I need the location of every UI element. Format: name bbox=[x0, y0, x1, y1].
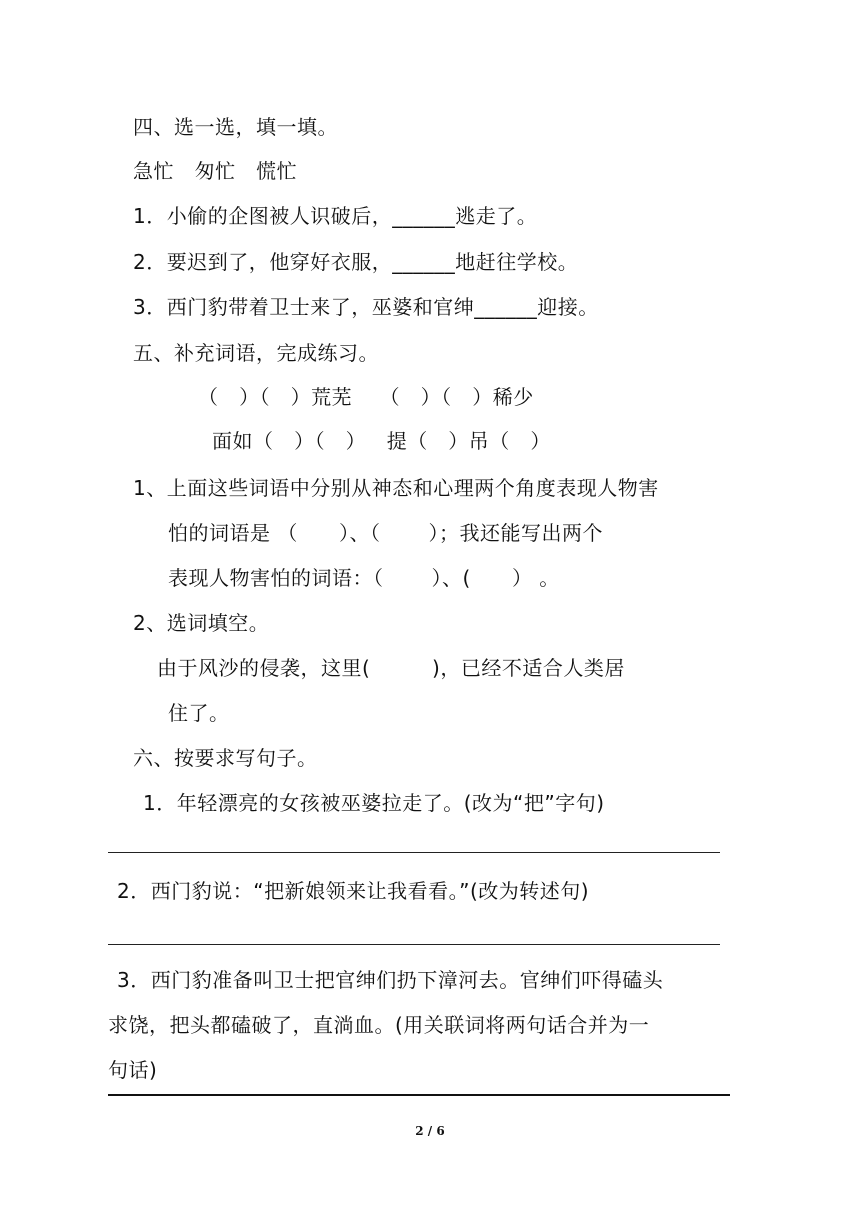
section-4-heading: 四、选一选，填一填。 bbox=[133, 115, 338, 139]
answer-line-3 bbox=[108, 1094, 730, 1096]
question-4-2: 2．要迟到了，他穿好衣服，______地赶往学校。 bbox=[133, 250, 579, 274]
word-choices: 急忙 匆忙 慌忙 bbox=[133, 159, 298, 183]
question-5-2-line-2: 住了。 bbox=[168, 701, 230, 725]
page-number: 2 / 6 bbox=[415, 1124, 445, 1138]
question-4-3: 3．西门豹带着卫士来了，巫婆和官绅______迎接。 bbox=[133, 295, 599, 319]
section-6-heading: 六、按要求写句子。 bbox=[133, 746, 318, 770]
question-5-2-heading: 2、选词填空。 bbox=[133, 611, 270, 635]
idiom-row-2: 面如（ ）（ ） 提（ ）吊（ ） bbox=[212, 429, 551, 453]
answer-line-1 bbox=[108, 852, 720, 853]
question-5-1-line-2: 怕的词语是 （ ）、（ ）；我还能写出两个 bbox=[168, 521, 604, 545]
question-6-3-line-1: 3．西门豹准备叫卫士把官绅们扔下漳河去。官绅们吓得磕头 bbox=[117, 968, 664, 992]
question-6-2: 2．西门豹说：“把新娘领来让我看看。”(改为转述句) bbox=[117, 879, 590, 903]
idiom-row-1: （ ）（ ）荒芜 （ ）（ ）稀少 bbox=[198, 385, 534, 409]
section-5-heading: 五、补充词语，完成练习。 bbox=[133, 341, 379, 365]
question-6-3-line-3: 句话) bbox=[108, 1058, 158, 1082]
question-5-1-line-1: 1、上面这些词语中分别从神态和心理两个角度表现人物害 bbox=[133, 476, 659, 500]
question-4-1: 1．小偷的企图被人识破后，______逃走了。 bbox=[133, 204, 538, 228]
question-6-3-line-2: 求饶，把头都磕破了，直淌血。(用关联词将两句话合并为一 bbox=[108, 1013, 650, 1037]
question-6-1: 1．年轻漂亮的女孩被巫婆拉走了。(改为“把”字句) bbox=[143, 791, 605, 815]
answer-line-2 bbox=[108, 944, 720, 945]
question-5-2-line-1: 由于风沙的侵袭，这里( )，已经不适合人类居 bbox=[157, 656, 625, 680]
question-5-1-line-3: 表现人物害怕的词语：（ ）、( ） 。 bbox=[168, 566, 560, 590]
